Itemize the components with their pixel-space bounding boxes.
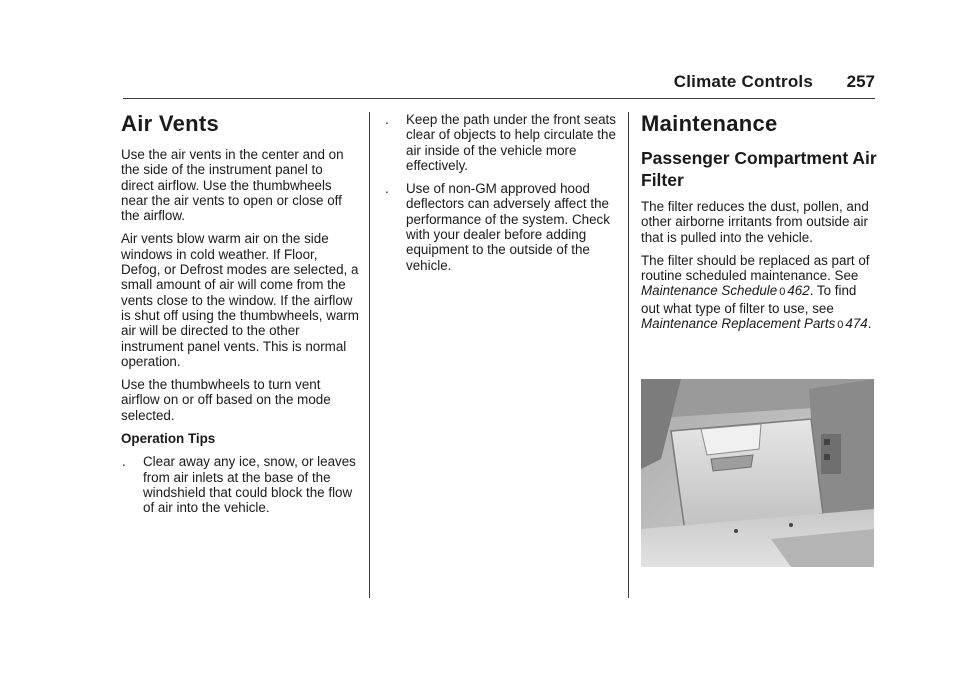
bullet-marker: .: [122, 454, 126, 470]
section-title: Climate Controls: [673, 72, 813, 91]
column-air-vents: [121, 112, 359, 524]
heading-air-vents: Air Vents: [121, 111, 220, 136]
paragraph-text: The filter should be replaced as part of routine scheduled maintenance. See: [641, 252, 870, 284]
subheading-air-filter: Passenger Compartment Air Filter: [641, 148, 877, 190]
paragraph: Air vents blow warm air on the side windows in cold weather. If Floor, Defog, or Defrost modes are selected, a small amount of air will come from the vents close to the window. If the airflow is shut off using the thumbwheels, warm air will be directed to the other instrument panel vents. This is normal operation.: [121, 231, 359, 369]
subheading-operation-tips: Operation Tips: [121, 431, 216, 447]
xref-page-462[interactable]: 462: [787, 283, 810, 299]
paragraph: Use the thumbwheels to turn vent airflow on or off based on the mode selected.: [121, 377, 331, 423]
paragraph-text: . To find out what type of filter to use, see: [641, 283, 857, 316]
heading-maintenance: Maintenance: [641, 111, 778, 136]
column-divider: [628, 112, 629, 598]
paragraph: Use the air vents in the center and on the side of the instrument panel to direct airflow. Use the thumbwheels near the air vents to open or close off the airflow.: [121, 147, 344, 224]
column-divider: [369, 112, 370, 598]
xref-maintenance-schedule[interactable]: Maintenance Schedule: [641, 283, 778, 299]
page-number: 257: [846, 72, 875, 91]
bullet-item: [384, 112, 616, 173]
glovebox-illustration: [641, 379, 874, 567]
xref-page-474[interactable]: 474: [845, 316, 868, 332]
xref-arrow-icon: 0: [779, 286, 786, 299]
bullet-marker: .: [385, 181, 389, 197]
paragraph-text: .: [867, 316, 872, 332]
glovebox-photo: [641, 379, 874, 567]
bullet-text: Keep the path under the front seats clear of objects to help circulate the air inside of the vehicle more effectively.: [406, 112, 616, 173]
page-header: [123, 70, 875, 99]
xref-arrow-icon: 0: [837, 319, 844, 332]
bullet-item: [121, 454, 359, 515]
paragraph: The filter reduces the dust, pollen, and other airborne irritants from outside air that is pulled into the vehicle.: [641, 199, 869, 245]
paragraph: [641, 253, 877, 333]
bullet-text: Clear away any ice, snow, or leaves from air inlets at the base of the windshield that could block the flow of air into the vehicle.: [143, 454, 356, 516]
bullet-marker: .: [385, 112, 389, 127]
column-tips-continued: [384, 112, 616, 281]
column-maintenance: [641, 112, 877, 341]
xref-replacement-parts[interactable]: Maintenance Replacement Parts: [641, 316, 836, 332]
bullet-item: [384, 181, 616, 273]
bullet-text: Use of non-GM approved hood deflectors can adversely affect the performance of the system. Check with your dealer before adding equipment to the outside of the vehicle.: [406, 181, 610, 273]
